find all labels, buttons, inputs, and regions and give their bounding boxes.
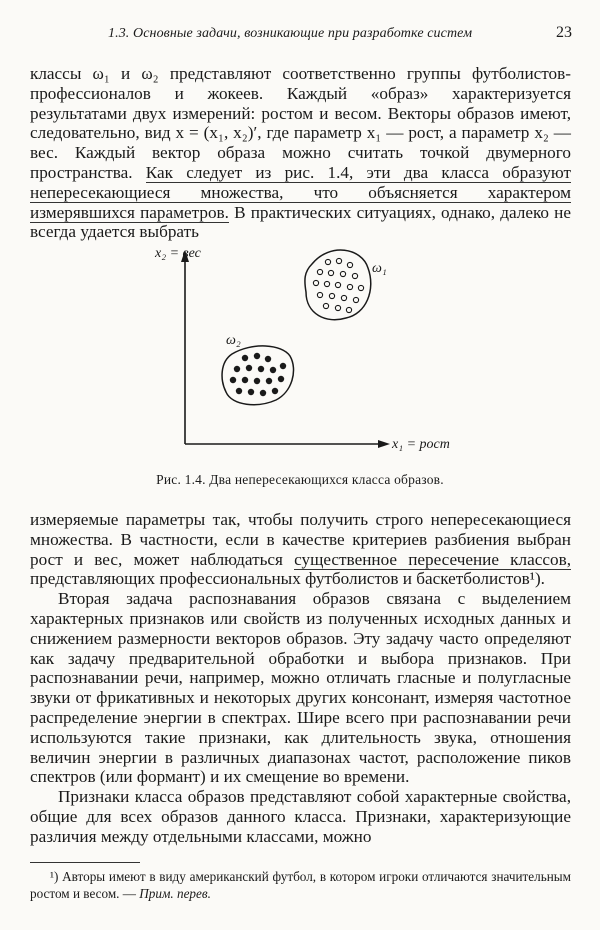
page-header	[0, 22, 600, 48]
class-omega2-points	[230, 353, 286, 396]
paragraph-1: классы ω₁ и ω₂ представляют соответственно группы футболистов-профессионалов и жокеев. Каждый «образ» характеризуется результатами двух измерений: ростом и весом. Векторы образов имеют, следовательно, вид x = (x₁, x₂)′, где параметр x₁ — рост, а параметр x₂ — вес. Каждый вектор образа можно считать точкой двумерного пространства. Как следует из рис. 1.4, эти два класса образуют непересекающиеся множества, что объясняется характером измерявшихся параметров. В практических ситуациях, однако, далеко не всегда удается выбрать	[30, 64, 571, 242]
x-axis-arrow	[378, 440, 390, 448]
translator-note: Прим. перев.	[139, 886, 211, 901]
footnote-divider	[30, 862, 140, 863]
class-omega1-label: ω₁	[372, 261, 387, 276]
y-axis-label: x₂ = вес	[155, 246, 201, 261]
figure-caption: Рис. 1.4. Два непересекающихся класса образов.	[156, 472, 444, 487]
body-text-bottom	[30, 510, 571, 847]
paragraph-3: Вторая задача распознавания образов связана с выделением характерных признаков или свойств из полученных исходных данных и снижением размерности векторов образов. Эту задачу часто определяют как задачу предварительной обработки и выбора признаков. При распознавании речи, например, можно отличать гласные и полугласные звуки от фрикативных и некоторых других консонант, измеряя частотное распределение энергии в спектрах. Шире всего при распознавании речи используются такие признаки, как длительность звука, отношения величин энергии в различных диапазонах частот, расположение пиков спектров (или формант) и их смещение во времени.	[30, 589, 571, 787]
footnote-mark: ¹)	[50, 869, 59, 884]
class-omega2-label: ω₂	[226, 333, 241, 348]
underlined-phrase: существенное пересечение классов,	[294, 549, 571, 569]
underlined-passage: Как следует из рис. 1.4, эти два класса образуют непересекающиеся множества, что объясняется характером измерявшихся параметров.	[30, 162, 571, 222]
scatter-figure	[0, 234, 600, 474]
figure-1-4	[0, 234, 600, 494]
footnote: ¹) Авторы имеют в виду американский футбол, в котором игроки отличаются значительным ростом и весом. — Прим. перев.	[30, 869, 571, 901]
footnote-ref[interactable]: ¹	[529, 569, 535, 589]
paragraph-2: измеряемые параметры так, чтобы получить строго непересекающиеся множества. В частности, если в качестве критериев разбиения выбран рост и вес, может наблюдаться существенное пересечение классов, представляющих профессиональных футболистов и баскетболистов¹).	[30, 510, 571, 589]
running-head: 1.3. Основные задачи, возникающие при разработке систем	[108, 26, 473, 41]
body-text-top	[30, 64, 571, 242]
class-omega1-points	[313, 258, 363, 312]
paragraph-4: Признаки класса образов представляют собой характерные свойства, общие для всех образов данного класса. Признаки, характеризующие различия между отдельными классами, можно	[30, 787, 571, 846]
x-axis-label: x₁ = рост	[392, 437, 450, 452]
page-number: 23	[556, 24, 572, 41]
